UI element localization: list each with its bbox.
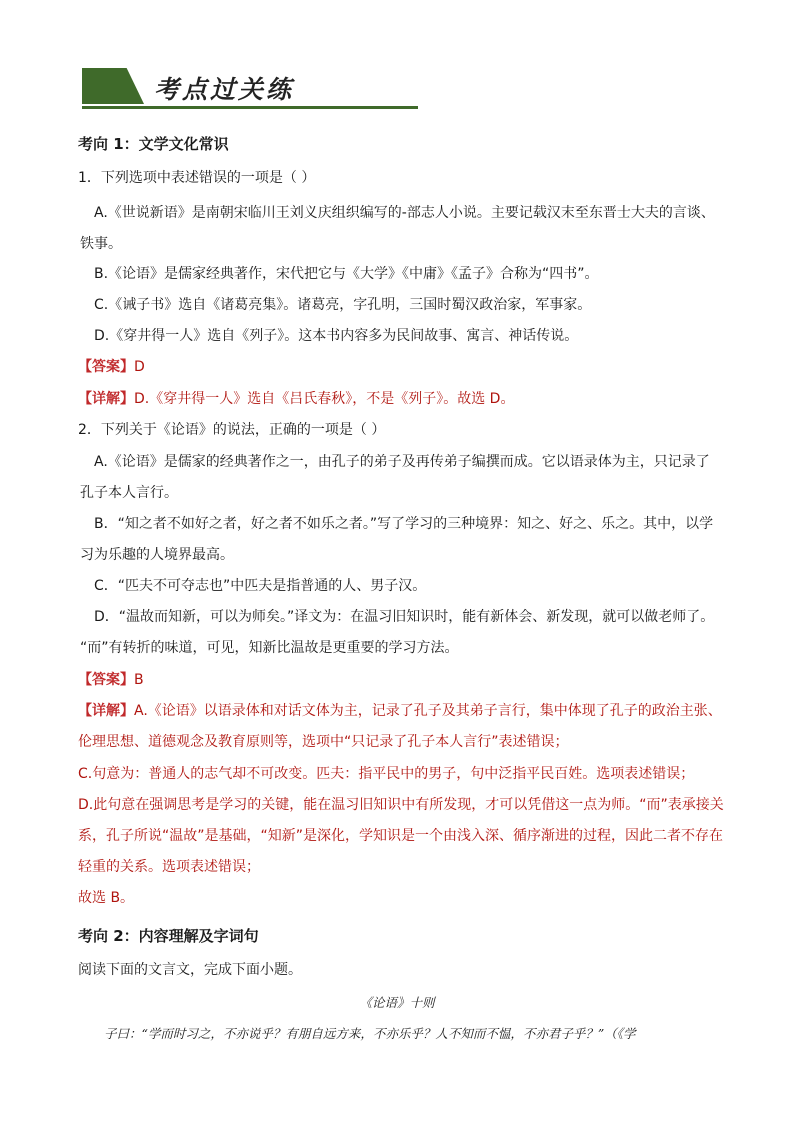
text-line-1: 子曰：“学而时习之，不亦说乎？有朋自远方来，不亦乐乎？人不知而不愠，不亦君子乎？”（《学 — [104, 1026, 636, 1041]
detail-text: A.《论语》以语录体和对话文体为主，记录了孔子及其弟子言行，集中体现了孔子的政治主张、 — [134, 703, 722, 719]
q2-detail-line5: 系，孔子所说“温故”是基础，“知新”是深化，学知识是一个由浅入深、循序渐进的过程，因此二者不存在 — [78, 828, 724, 844]
reading-intro: 阅读下面的文言文，完成下面小题。 — [78, 962, 302, 978]
banner-underline — [82, 106, 418, 109]
q2-detail-line2: 伦理思想、道德观念及教育原则等，选项中“只记录了孔子本人言行”表述错误； — [78, 734, 569, 750]
q2-option-c: C．“匹夫不可夺志也”中匹夫是指普通的人、男子汉。 — [94, 578, 427, 594]
q2-option-a-cont: 孔子本人言行。 — [80, 485, 178, 501]
q1-detail — [78, 389, 514, 409]
detail-text: D.《穿井得一人》选自《吕氏春秋》，不是《列子》。故选 D。 — [134, 391, 515, 407]
q1-option-b: B.《论语》是儒家经典著作，宋代把它与《大学》《中庸》《孟子》合称为“四书”。 — [94, 266, 599, 282]
q2-detail — [78, 701, 722, 721]
q2-detail-line3: C.句意为：普通人的志气却不可改变。匹夫：指平民中的男子，句中泛指平民百姓。选项表述错误； — [78, 766, 695, 782]
q1-option-a-cont: 铁事。 — [80, 236, 122, 252]
section-banner — [82, 68, 418, 110]
detail-label: 【详解】 — [78, 391, 134, 407]
q1-option-d: D.《穿井得一人》选自《列子》。这本书内容多为民间故事、寓言、神话传说。 — [94, 328, 579, 344]
q2-option-d-cont: “而”有转折的味道，可见，知新比温故是更重要的学习方法。 — [80, 640, 459, 656]
q1-option-c: C.《诫子书》选自《诸葛亮集》。诸葛亮，字孔明，三国时蜀汉政治家，军事家。 — [94, 297, 592, 313]
q2-detail-line6: 轻重的关系。选项表述错误； — [78, 859, 260, 875]
q2-detail-line4: D.此句意在强调思考是学习的关键，能在温习旧知识中有所发现，才可以凭借这一点为师。“而”表承接关 — [78, 797, 724, 813]
q2-answer — [78, 670, 144, 690]
q2-stem: 2．下列关于《论语》的说法，正确的一项是（ ） — [78, 422, 386, 438]
q1-stem: 1．下列选项中表述错误的一项是（ ） — [78, 170, 316, 186]
section2-heading: 考向 2：内容理解及字词句 — [78, 927, 259, 945]
q1-option-a: A.《世说新语》是南朝宋临川王刘义庆组织编写的-部志人小说。主要记载汉末至东晋士大夫的言谈、 — [94, 205, 715, 221]
detail-label: 【详解】 — [78, 703, 134, 719]
section1-heading: 考向 1：文学文化常识 — [78, 135, 229, 153]
q2-option-b-cont: 习为乐趣的人境界最高。 — [80, 547, 234, 563]
answer-value: B — [134, 672, 144, 688]
answer-value: D — [134, 359, 145, 375]
q1-answer — [78, 357, 145, 377]
q2-option-a: A.《论语》是儒家的经典著作之一，由孔子的弟子及再传弟子编撰而成。它以语录体为主，只记录了 — [94, 454, 710, 470]
banner-title: 考点过关练 — [154, 75, 295, 104]
text-title: 《论语》十则 — [359, 995, 435, 1010]
q2-option-b: B．“知之者不如好之者，好之者不如乐之者。”写了学习的三种境界：知之、好之、乐之。其中，以学 — [94, 516, 714, 532]
answer-label: 【答案】 — [78, 672, 134, 688]
answer-label: 【答案】 — [78, 359, 134, 375]
q2-conclusion: 故选 B。 — [78, 890, 135, 906]
banner-decoration — [82, 68, 144, 104]
q2-option-d: D．“温故而知新，可以为师矣。”译文为：在温习旧知识时，能有新体会、新发现，就可以做老师了。 — [94, 609, 715, 625]
